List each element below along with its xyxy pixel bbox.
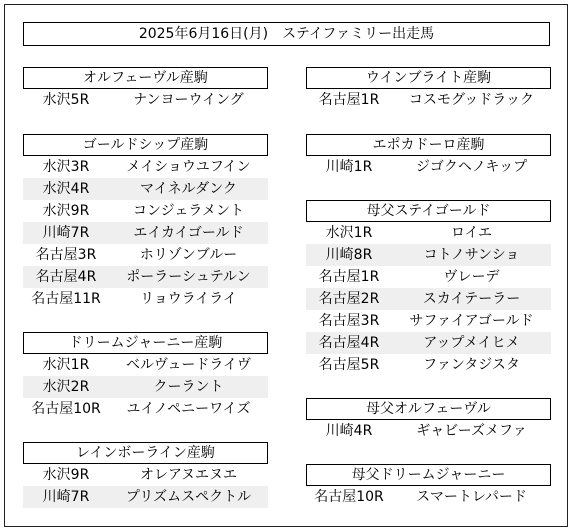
table-row — [23, 486, 268, 508]
table-row — [306, 89, 551, 111]
section — [306, 200, 551, 376]
horse-name-cell: ジゴクヘノキップ — [415, 159, 528, 175]
race-cell: 川崎8R — [325, 247, 373, 263]
section-header: 母父ステイゴールド — [306, 200, 551, 222]
horse-name-cell: ヴレーデ — [443, 269, 500, 285]
race-cell: 名古屋1R — [318, 92, 380, 108]
horse-name-cell: スマートレパード — [416, 489, 527, 505]
section — [306, 134, 551, 178]
table-row — [306, 288, 551, 310]
section-header: エポカドーロ産駒 — [306, 134, 551, 156]
section — [23, 332, 268, 420]
horse-name-cell: スカイテーラー — [422, 291, 521, 307]
race-cell: 水沢1R — [325, 225, 373, 241]
race-cell: 水沢9R — [42, 203, 90, 219]
table-row — [306, 420, 551, 442]
table-row — [306, 244, 551, 266]
horse-name-cell: ナンヨーウイング — [133, 92, 244, 108]
section — [23, 134, 268, 310]
race-cell: 名古屋10R — [31, 401, 101, 417]
race-cell: 水沢4R — [42, 181, 90, 197]
race-cell: 名古屋11R — [31, 291, 101, 307]
horse-name-cell: プリズムスペクトル — [125, 489, 252, 505]
horse-name-cell: アップメイヒメ — [423, 335, 520, 351]
table-row — [23, 398, 268, 420]
horse-name-cell: ベルヴュードライヴ — [125, 357, 252, 373]
horse-name-cell: サファイアゴールド — [409, 313, 534, 329]
table-row — [23, 464, 268, 486]
horse-name-cell: コスモグッドラック — [408, 92, 535, 108]
race-cell: 川崎1R — [325, 159, 373, 175]
table-row — [306, 354, 551, 376]
table-row — [306, 222, 551, 244]
section — [306, 398, 551, 442]
section — [306, 464, 551, 508]
race-cell: 名古屋1R — [318, 269, 380, 285]
race-cell: 名古屋3R — [35, 247, 97, 263]
horse-name-cell: ホリゾンブルー — [139, 247, 238, 263]
horse-name-cell: ポーラーシュテルン — [126, 269, 251, 285]
table-row — [306, 156, 551, 178]
horse-name-cell: マイネルダンク — [140, 181, 237, 197]
race-cell: 名古屋4R — [318, 335, 380, 351]
section — [23, 442, 268, 508]
race-cell: 水沢2R — [42, 379, 90, 395]
race-cell: 水沢5R — [42, 92, 90, 108]
section-header: 母父オルフェーヴル — [306, 398, 551, 420]
race-cell: 水沢3R — [42, 159, 90, 175]
horse-name-cell: コンジェラメント — [133, 203, 244, 219]
race-cell: 名古屋10R — [314, 489, 384, 505]
race-cell: 水沢9R — [42, 467, 90, 483]
table-row — [23, 156, 268, 178]
horse-name-cell: ファンタジスタ — [423, 357, 520, 373]
table-row — [23, 376, 268, 398]
horse-name-cell: クーラント — [153, 379, 224, 395]
page-title: 2025年6月16日(月) ステイファミリー出走馬 — [23, 22, 550, 46]
section-header: レインボーライン産駒 — [23, 442, 268, 464]
section-header: オルフェーヴル産駒 — [23, 67, 268, 89]
section-header: 母父ドリームジャーニー — [306, 464, 551, 486]
race-cell: 名古屋5R — [318, 357, 380, 373]
section-header: ウインブライト産駒 — [306, 67, 551, 89]
horse-name-cell: リョウライライ — [140, 291, 237, 307]
race-cell: 川崎4R — [325, 423, 373, 439]
horse-name-cell: オレアヌエヌエ — [139, 467, 238, 483]
horse-name-cell: メイショウユフイン — [126, 159, 251, 175]
table-row — [306, 332, 551, 354]
table-row — [306, 310, 551, 332]
table-row — [306, 486, 551, 508]
section — [23, 67, 268, 111]
horse-name-cell: エイカイゴールド — [133, 225, 244, 241]
race-cell: 川崎7R — [42, 489, 90, 505]
table-row — [23, 354, 268, 376]
race-cell: 水沢1R — [42, 357, 90, 373]
table-row — [23, 222, 268, 244]
table-row — [23, 244, 268, 266]
race-cell: 名古屋3R — [318, 313, 380, 329]
table-row — [23, 200, 268, 222]
race-cell: 川崎7R — [42, 225, 90, 241]
table-row — [23, 266, 268, 288]
table-row — [23, 288, 268, 310]
race-cell: 名古屋4R — [35, 269, 97, 285]
horse-name-cell: ギャビーズメファ — [416, 423, 527, 439]
section-header: ゴールドシップ産駒 — [23, 134, 268, 156]
horse-name-cell: ロイエ — [450, 225, 493, 241]
horse-name-cell: ユイノペニーワイズ — [126, 401, 251, 417]
horse-name-cell: コトノサンショ — [423, 247, 520, 263]
table-row — [306, 266, 551, 288]
section-header: ドリームジャーニー産駒 — [23, 332, 268, 354]
table-row — [23, 178, 268, 200]
race-cell: 名古屋2R — [318, 291, 380, 307]
table-row — [23, 89, 268, 111]
section — [306, 67, 551, 111]
